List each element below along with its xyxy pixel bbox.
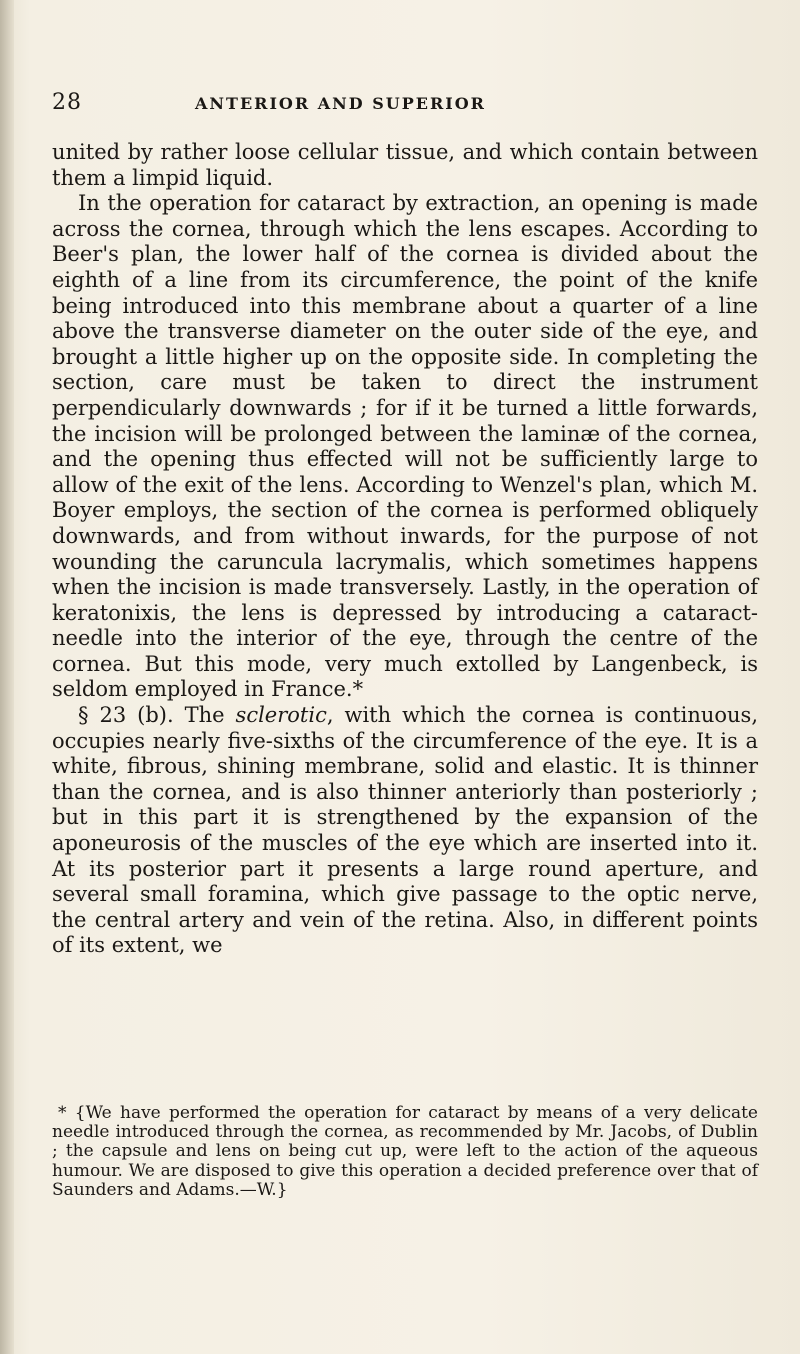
paragraph-1: united by rather loose cellular tissue, and which contain between them a limpid liquid. [52, 140, 758, 190]
footnote [52, 1104, 758, 1200]
page-header [52, 84, 752, 124]
body-text [52, 140, 758, 959]
page-gutter-edge [0, 0, 14, 1354]
term-sclerotic: sclerotic [235, 703, 327, 728]
footnote-text: * {We have performed the operation for cataract by means of a very delicate needle introduced through the cornea, as recommended by Mr. Jacobs, of Dublin ; the capsule and lens on being cut up, were left to the action of the aqueous humour. We are disposed to give this operation a decided preference over that of Saunders and Adams.—W.} [52, 1103, 758, 1200]
page-number: 28 [52, 90, 82, 115]
paragraph-3-text: , with which the cornea is continuous, occupies nearly five-sixths of the circumference of the eye. It is a white, fibrous, shining membrane, solid and elastic. It is thinner than the cornea, and is also thinner anteriorly than posteriorly ; but in this part it is strengthened by the expansion of the aponeurosis of the muscles of the eye which are inserted into it. At its posterior part it presents a large round aperture, and several small foramina, which give passage to the optic nerve, the central artery and vein of the retina. Also, in different points of its extent, we [52, 703, 758, 958]
running-head: ANTERIOR AND SUPERIOR [195, 94, 486, 113]
section-number: § 23 (b). The [78, 703, 236, 728]
paragraph-3 [52, 703, 758, 959]
paragraph-2: In the operation for cataract by extraction, an opening is made across the cornea, through which the lens escapes. According to Beer's plan, the lower half of the cornea is divided about the eighth of a line from its circumference, the point of the knife being introduced into this membrane about a quarter of a line above the transverse diameter on the outer side of the eye, and brought a little higher up on the opposite side. In completing the section, care must be taken to direct the instrument perpendicularly downwards ; for if it be turned a little forwards, the incision will be prolonged between the laminæ of the cornea, and the opening thus effected will not be sufficiently large to allow of the exit of the lens. According to Wenzel's plan, which M. Boyer employs, the section of the cornea is performed obliquely downwards, and from without inwards, for the purpose of not wounding the caruncula lacrymalis, which sometimes happens when the incision is made transversely. Lastly, in the operation of keratonixis, the lens is depressed by introducing a cataract-needle into the interior of the eye, through the centre of the cornea. But this mode, very much extolled by Langenbeck, is seldom employed in France.* [52, 191, 758, 702]
